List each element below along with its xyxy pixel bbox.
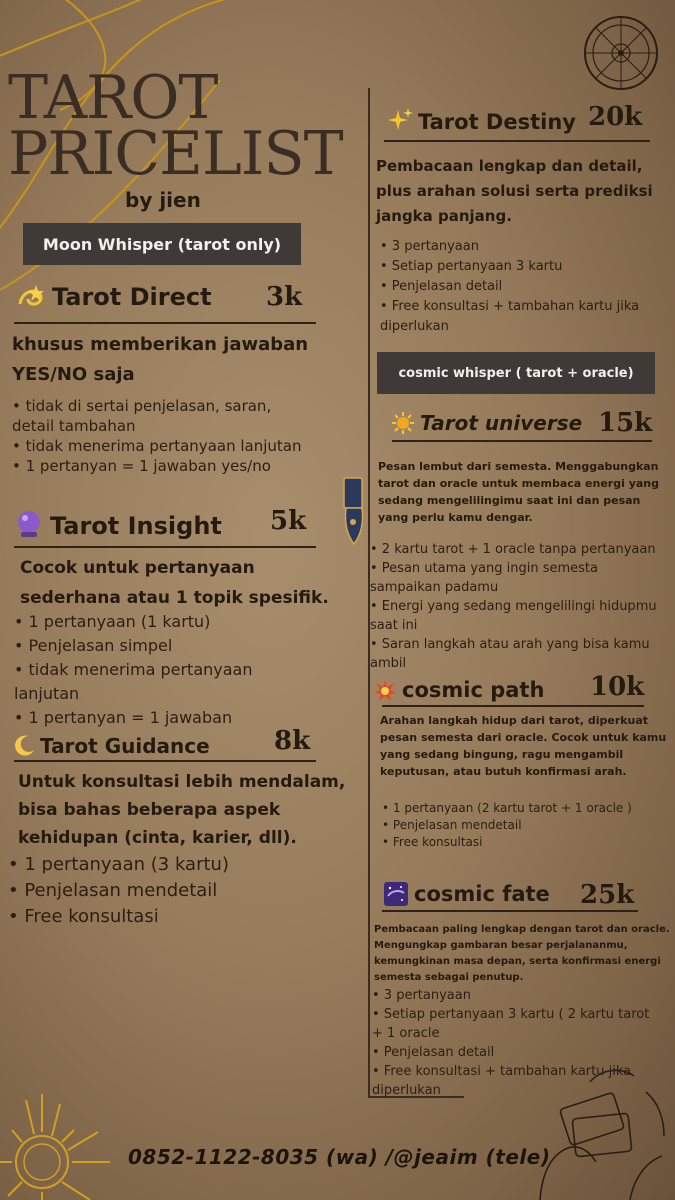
list-item: • Free konsultasi + tambahan kartu jika diperlukan <box>380 299 640 334</box>
cosmic-fate-title: cosmic fate <box>414 882 550 906</box>
byline: by jien <box>125 188 201 212</box>
divider-line <box>382 910 638 912</box>
divider-line <box>384 140 650 142</box>
divider-line <box>382 705 644 707</box>
cosmic-path-title: cosmic path <box>402 678 545 702</box>
title-line-2: PRICELIST <box>8 119 343 189</box>
tarot-guidance-title: Tarot Guidance <box>40 734 210 758</box>
zodiac-wheel-icon <box>582 14 660 92</box>
list-item: • Free konsultasi <box>382 835 483 849</box>
divider-line <box>14 322 316 324</box>
list-item: • 3 pertanyaan <box>380 239 479 254</box>
tarot-hand-icon <box>340 476 368 546</box>
list-item: • 1 pertanyaan (3 kartu) <box>8 854 229 875</box>
crescent-moon-icon <box>14 734 36 756</box>
cosmic-fate-description: Pembacaan paling lengkap dengan tarot dan oracle. Mengungkap gambaran besar perjalananmu, kemungkinan masa depan, serta konfirmasi energi semesta sebagai penutup. <box>374 924 670 983</box>
list-item: • Penjelasan mendetail <box>382 818 522 832</box>
list-item: • 1 pertanyan = 1 jawaban yes/no <box>12 457 271 475</box>
cosmic-path-bullets <box>382 800 632 851</box>
crystal-ball-icon <box>16 510 42 538</box>
tarot-universe-description: Pesan lembut dari semesta. Menggabungkan tarot dan oracle untuk membaca energi yang sedang mengelilingimu saat ini dan pesan yang perlu kamu dengar. <box>378 460 659 524</box>
sun-icon <box>392 412 414 434</box>
list-item: • 1 pertanyaan (2 kartu tarot + 1 oracle ) <box>382 801 632 815</box>
divider-line <box>14 760 316 762</box>
tarot-destiny-description: Pembacaan lengkap dan detail, plus arahan solusi serta prediksi jangka panjang. <box>376 157 653 225</box>
tarot-insight-bullets <box>14 610 304 730</box>
tarot-insight-price: 5k <box>270 506 307 536</box>
list-item: • Free konsultasi + tambahan kartu jika diperlukan <box>372 1064 632 1098</box>
list-item: • Penjelasan mendetail <box>8 880 218 901</box>
tarot-destiny-price: 20k <box>588 102 643 132</box>
hands-cards-line-art <box>530 1062 675 1200</box>
list-item: • tidak menerima pertanyaan lanjutan <box>14 660 253 703</box>
golden-sun-decoration <box>0 1090 130 1200</box>
explosion-icon <box>374 680 396 702</box>
tarot-destiny-bullets <box>380 237 670 337</box>
galaxy-icon <box>384 882 408 906</box>
divider-line <box>14 546 316 548</box>
tarot-guidance-price: 8k <box>274 726 311 756</box>
cosmic-path-price: 10k <box>590 672 645 702</box>
tarot-direct-price: 3k <box>266 282 303 312</box>
list-item: • 1 pertanyan = 1 jawaban <box>14 708 233 727</box>
list-item: • Penjelasan simpel <box>14 636 173 655</box>
cosmic-whisper-banner: cosmic whisper ( tarot + oracle) <box>377 352 655 394</box>
cosmic-fate-price: 25k <box>580 880 635 910</box>
tarot-universe-title: Tarot universe <box>420 411 583 435</box>
tarot-direct-title: Tarot Direct <box>52 283 212 311</box>
moon-whisper-banner: Moon Whisper (tarot only) <box>23 223 301 265</box>
list-item: • Energi yang sedang mengelilingi hidupmu saat ini <box>370 599 657 633</box>
list-item: • Pesan utama yang ingin semesta sampaikan padamu <box>370 561 598 595</box>
list-item: • 3 pertanyaan <box>372 988 471 1003</box>
list-item: • 2 kartu tarot + 1 oracle tanpa pertanyaan <box>370 542 656 557</box>
sparkles-icon <box>388 108 414 134</box>
list-item: • Saran langkah atau arah yang bisa kamu ambil <box>370 637 650 671</box>
dizzy-star-icon <box>16 282 46 312</box>
list-item: • Setiap pertanyaan 3 kartu <box>380 259 563 274</box>
contact-footer: 0852-1122-8035 (wa) /@jeaim (tele) <box>128 1145 551 1169</box>
list-item: • 1 pertanyaan (1 kartu) <box>14 612 211 631</box>
list-item: • Penjelasan detail <box>380 279 503 294</box>
tarot-guidance-description: Untuk konsultasi lebih mendalam, bisa bahas beberapa aspek kehidupan (cinta, karier, dll). <box>18 772 346 848</box>
tarot-universe-bullets <box>370 540 670 673</box>
list-item: • tidak menerima pertanyaan lanjutan <box>12 437 302 455</box>
list-item: • Free konsultasi <box>8 906 159 927</box>
divider-line <box>392 440 652 442</box>
tarot-direct-description: khusus memberikan jawaban YES/NO saja <box>12 334 309 385</box>
list-item: • tidak di sertai penjelasan, saran, detail tambahan <box>12 397 272 435</box>
list-item: • Setiap pertanyaan 3 kartu ( 2 kartu tarot + 1 oracle <box>372 1007 650 1041</box>
tarot-direct-bullets <box>12 396 302 476</box>
tarot-insight-description: Cocok untuk pertanyaan sederhana atau 1 topik spesifik. <box>20 558 329 608</box>
tarot-destiny-title: Tarot Destiny <box>418 110 576 134</box>
tarot-insight-title: Tarot Insight <box>50 512 222 540</box>
title-line-1: TAROT <box>8 63 218 133</box>
tarot-guidance-bullets <box>8 852 308 930</box>
cosmic-path-description: Arahan langkah hidup dari tarot, diperkuat pesan semesta dari oracle. Cocok untuk kamu yang sedang bingung, ragu mengambil keputusan, atau butuh konfirmasi arah. <box>380 714 667 778</box>
tarot-universe-price: 15k <box>598 408 653 438</box>
list-item: • Penjelasan detail <box>372 1045 495 1060</box>
